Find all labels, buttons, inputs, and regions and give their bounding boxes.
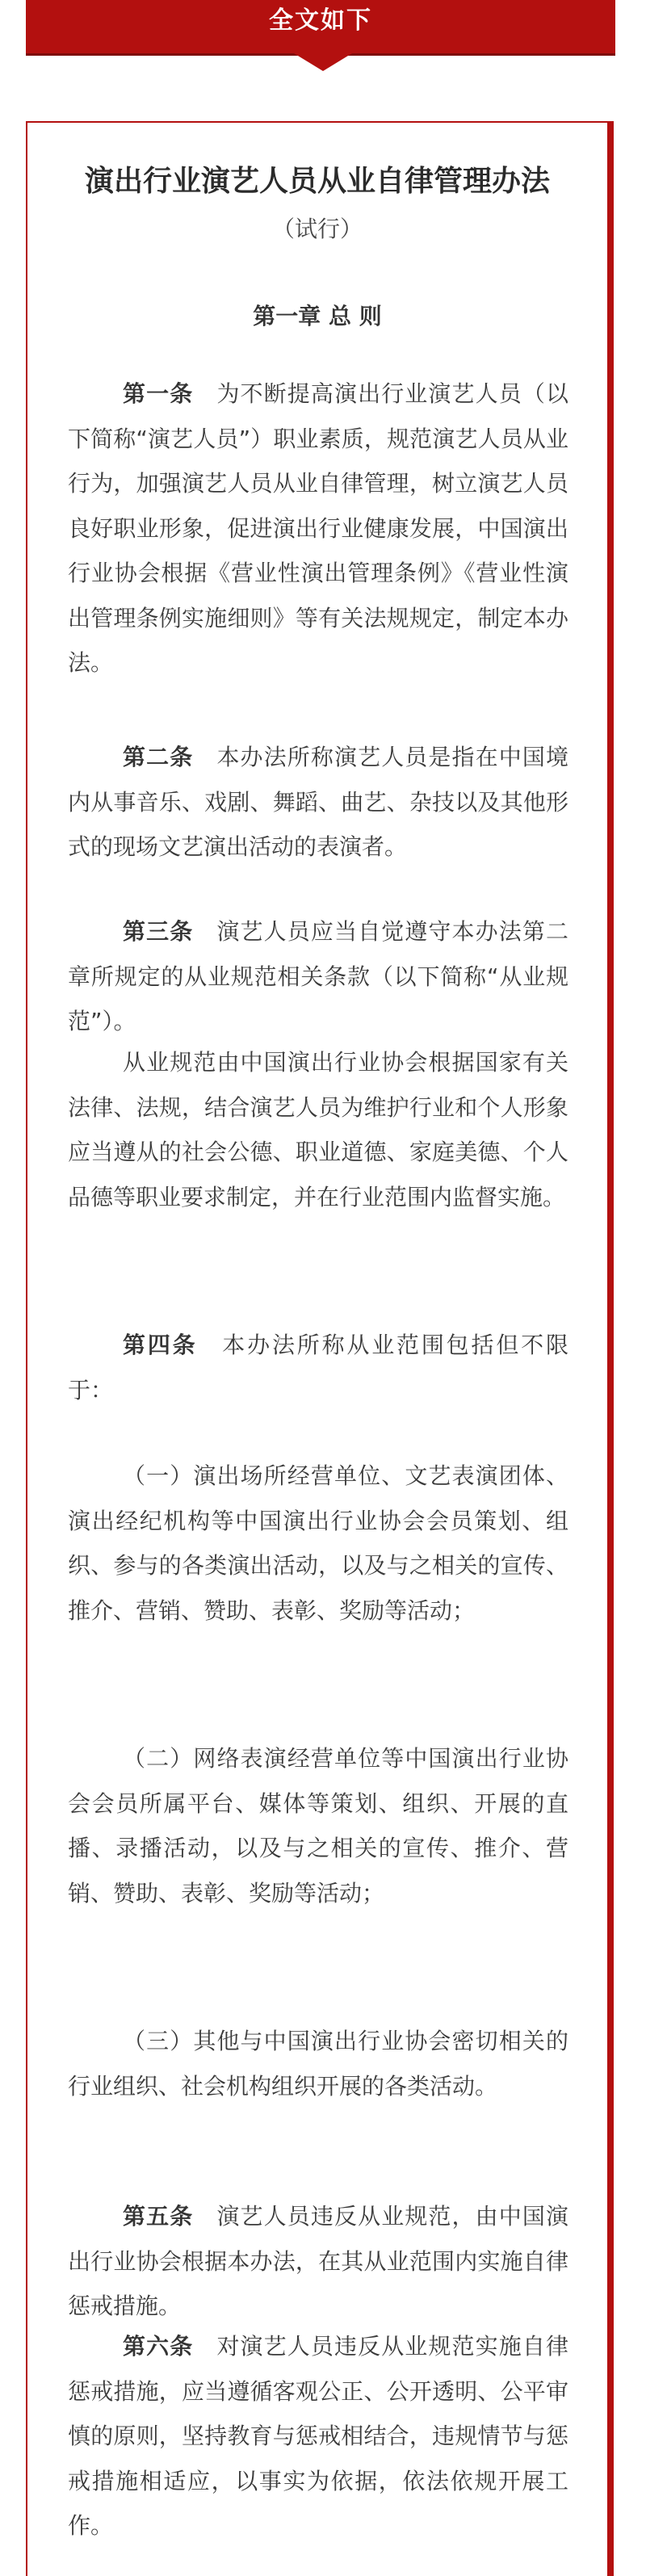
chapter-heading: 第一章 总 则 <box>253 303 382 329</box>
article-text: 对演艺人员违反从业规范实施自律惩戒措施，应当遵循客观公正、公开透明、公平审慎的原则，坚持教育与惩戒相结合，违规情节与惩戒措施相适应，以事实为依据，依法依规开展工作。 <box>68 2333 568 2539</box>
list-item-paragraph <box>68 2019 568 2108</box>
article-text: （三）其他与中国演出行业协会密切相关的行业组织、社会机构组织开展的各类活动。 <box>68 2028 568 2100</box>
article-label: 第三条 <box>123 918 194 945</box>
article-label: 第五条 <box>123 2203 194 2230</box>
article-paragraph <box>68 371 568 686</box>
article-text: （二）网络表演经营单位等中国演出行业协会会员所属平台、媒体等策划、组织、开展的直播、录播活动，以及与之相关的宣传、推介、营销、赞助、表彰、奖励等活动； <box>68 1745 568 1907</box>
article-paragraph <box>68 2194 568 2329</box>
article-text: 本办法所称演艺人员是指在中国境内从事音乐、戏剧、舞蹈、曲艺、杂技以及其他形式的现场文艺演出活动的表演者。 <box>68 744 568 860</box>
article-label: 第二条 <box>123 744 194 770</box>
article-label: 第六条 <box>123 2333 194 2360</box>
document-box <box>26 121 609 2576</box>
document-title: 演出行业演艺人员从业自律管理办法 <box>84 165 550 198</box>
article-paragraph <box>68 1323 568 1412</box>
article-text: 本办法所称从业范围包括但不限于： <box>68 1332 568 1403</box>
article-label: 第四条 <box>123 1332 198 1358</box>
article-text: 为不断提高演出行业演艺人员（以下简称“演艺人员”）职业素质，规范演艺人员从业行为，加强演艺人员从业自律管理，树立演艺人员良好职业形象，促进演出行业健康发展，中国演出行业协会根据《营业性演出管理条例》《营业性演出管理条例实施细则》等有关法规规定，制定本办法。 <box>68 380 568 676</box>
article-text: 演艺人员违反从业规范，由中国演出行业协会根据本办法，在其从业范围内实施自律惩戒措施。 <box>68 2203 568 2319</box>
article-text: 从业规范由中国演出行业协会根据国家有关法律、法规，结合演艺人员为维护行业和个人形象应当遵从的社会公德、职业道德、家庭美德、个人品德等职业要求制定，并在行业范围内监督实施。 <box>68 1049 568 1210</box>
banner-title: 全文如下 <box>269 6 372 35</box>
article-text: （一）演出场所经营单位、文艺表演团体、演出经纪机构等中国演出行业协会会员策划、组织、参与的各类演出活动，以及与之相关的宣传、推介、营销、赞助、表彰、奖励等活动； <box>68 1462 568 1624</box>
article-paragraph <box>68 909 568 1044</box>
banner-arrow-icon <box>294 53 352 71</box>
article-paragraph <box>68 1040 568 1219</box>
article-label: 第一条 <box>123 380 194 407</box>
header-banner <box>26 0 615 53</box>
article-paragraph <box>68 2324 568 2549</box>
document-subtitle: （试行） <box>271 216 363 242</box>
article-text: 演艺人员应当自觉遵守本办法第二章所规定的从业规范相关条款（以下简称“从业规范”）。 <box>68 918 568 1034</box>
article-paragraph <box>68 735 568 870</box>
list-item-paragraph <box>68 1736 568 1915</box>
list-item-paragraph <box>68 1454 568 1633</box>
